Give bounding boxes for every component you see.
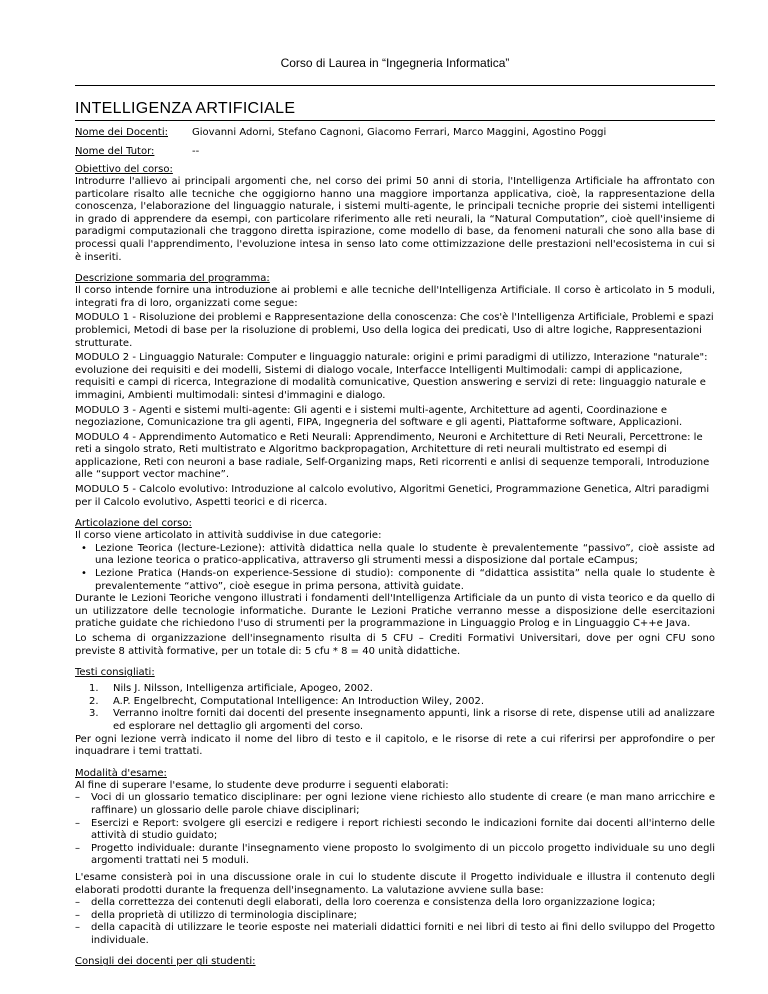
testi-note: Per ogni lezione verrà indicato il nome del libro di testo e il capitolo, e le risorse di rete a cui riferirsi per approfondire o per inquadrare i temi trattati. [75, 733, 715, 758]
docenti-label: Nome dei Docenti: [75, 127, 169, 138]
modulo-3: MODULO 3 - Agenti e sistemi multi-agente: Gli agenti e i sistemi multi-agente, Architetture ad agenti, Coordinazione e negoziazione, Comunicazione tra gli agenti, FIPA, Ingegneria del software e gli agenti, Piattaforme software, Applicazioni. [75, 404, 683, 429]
list-item [75, 843, 715, 868]
testi-list [75, 683, 715, 733]
list-item [75, 897, 715, 910]
title-rule [75, 120, 715, 121]
list-number: 3. [89, 708, 99, 720]
dash-marker: – [75, 897, 80, 909]
docenti-field [75, 126, 715, 140]
modulo-1: MODULO 1 - Risoluzione dei problemi e Rappresentazione della conoscenza: Che cos'è l'Intelligenza Artificiale, Problemi e spazi problemici, Metodi di base per la risoluzione di problemi, Uso della logica dei predicati, Uso di altre logiche, Rappresentazioni strutturate. [75, 312, 714, 349]
list-text: della capacità di utilizzare le teorie esposte nei materiali didattici forniti e nei libri di testo ai fini dello sviluppo del Progetto individuale. [91, 922, 715, 946]
list-item [75, 792, 715, 817]
list-item [75, 922, 715, 947]
modulo-2: MODULO 2 - Linguaggio Naturale: Computer e linguaggio naturale: origini e primi paradigmi di utilizzo, Interazione "naturale": evoluzione dei requisiti e dei modelli, Sistemi di dialogo vocale, Interfacce Intelligenti Multimodali: campi di applicazione, requisiti e campi di ricerca, Integrazione di modalità comunicative, Question answering e servizi di rete: linguaggio naturale e immagini, Ambienti multimodali: sintesi d'immagini e dialogo. [75, 352, 708, 401]
dash-marker: – [75, 842, 80, 854]
list-item [75, 708, 715, 733]
testi-heading: Testi consigliati: [75, 667, 155, 679]
programma-heading: Descrizione sommaria del programma: [75, 273, 270, 285]
dash-marker: – [75, 922, 80, 934]
modulo-5: MODULO 5 - Calcolo evolutivo: Introduzione al calcolo evolutivo, Algoritmi Genetici, Programmazione Genetica, Altri paradigmi per il Calcolo evolutivo, Aspetti teorici e di ricerca. [75, 484, 710, 508]
bullet-marker: • [81, 542, 87, 554]
list-item [75, 818, 715, 843]
programma-intro: Il corso intende fornire una introduzione ai problemi e alle tecniche dell'Intelligenza Artificiale. Il corso è articolato in 5 moduli, integrati fra di loro, organizzati come segue: [75, 285, 715, 309]
esame-heading: Modalità d'esame: [75, 767, 167, 779]
esame-intro: Al fine di superare l'esame, lo studente deve produrre i seguenti elaborati: [75, 779, 449, 791]
list-text: Voci di un glossario tematico disciplinare: per ogni lezione viene richiesto allo studente di creare (e man mano arricchire e raffinare) un glossario delle parole chiave disciplinari; [91, 792, 715, 816]
obiettivo-text: Introdurre l'allievo ai principali argomenti che, nel corso dei primi 50 anni di storia, l'Intelligenza Artificiale ha affrontato con particolare risalto alle tecniche che oggigiorno hanno una maggiore importanza applicativa, cioè, la rappresentazione della conoscenza, l'elaborazione del linguaggio naturale, i sistemi multi-agente, le principali tecniche proprie dei sistemi intelligenti in grado di apprendere da esempi, con particolare riferimento alle reti neurali, la “Natural Computation”, cioè quell'insieme di paradigmi computazionali che traggono diretta ispirazione, come modello di base, da fenomeni naturali che sono alla base di processi quali l'apprendimento, l'evoluzione intesa in senso lato come ottimizzazione delle prestazioni nell'ecosistema in cui si è inseriti. [75, 176, 715, 263]
header-rule [75, 85, 715, 86]
modulo-4: MODULO 4 - Apprendimento Automatico e Reti Neurali: Apprendimento, Neuroni e Architetture di Reti Neurali, Percettrone: le reti a singolo strato, Reti multistrato e Algoritmo backpropagation, Architetture di reti neurali multistrato ed esempi di applicazione, Reti con neuroni a base radiale, Self-Organizing maps, Reti ricorrenti e anlisi di sequenze temporali, Introduzione alle “support vector machine”. [75, 431, 710, 481]
tutor-value: -- [192, 146, 200, 157]
bullet-text: Lezione Pratica (Hands-on experience-Sessione di studio): componente di “didattica assistita” nella quale lo studente è prevalentemente “attivo”, cioè esegue in prima persona, attività guidate. [95, 568, 715, 592]
list-text: Nils J. Nilsson, Intelligenza artificiale, Apogeo, 2002. [113, 683, 373, 695]
articolazione-heading: Articolazione del corso: [75, 518, 192, 530]
tutor-field [75, 145, 715, 159]
bullet-text: Lezione Teorica (lecture-Lezione): attività didattica nella quale lo studente è prevalentemente “passivo”, cioè assiste ad una lezione teorica o pratico-applicativa, attraverso gli strumenti messi a disposizione dal portale eCampus; [95, 542, 715, 567]
docenti-value: Giovanni Adorni, Stefano Cagnoni, Giacomo Ferrari, Marco Maggini, Agostino Poggi [192, 127, 607, 138]
list-text: Progetto individuale: durante l'insegnamento viene proposto lo svolgimento di un piccolo progetto individuale su uno degli argomenti trattati nei 5 moduli. [91, 842, 715, 867]
dash-marker: – [75, 792, 80, 804]
esame-p1: L'esame consisterà poi in una discussione orale in cui lo studente discute il Progetto individuale e illustra il contenuto degli elaborati prodotti durante la frequenza dell'insegnamento. La valutazione avviene sulla base: [75, 871, 715, 896]
list-text: Verranno inoltre forniti dai docenti del presente insegnamento appunti, link a risorse di rete, dispense utili ad analizzare ed esplorare nel dettaglio gli argomenti del corso. [113, 708, 715, 732]
tutor-label: Nome del Tutor: [75, 146, 155, 157]
articolazione-intro: Il corso viene articolato in attività suddivise in due categorie: [75, 530, 382, 542]
articolazione-p1: Durante le Lezioni Teoriche vengono illustrati i fondamenti dell'Intelligenza Artificiale da un punto di vista teorico e da quello di un utilizzatore delle tecnologie informatiche. Durante le Lezioni Pratiche verranno messe a disposizione delle esercitazioni pratiche guidate che richiedono l'uso di strumenti per la programmazione in Linguaggio Prolog e in Linguaggio C++e Java. [75, 593, 715, 630]
page-header: Corso di Laurea in “Ingegneria Informatica” [280, 56, 510, 70]
obiettivo-heading: Obiettivo del corso: [75, 164, 173, 175]
list-item [75, 543, 715, 568]
list-item [75, 568, 715, 593]
list-number: 1. [89, 683, 99, 695]
document-page [75, 0, 715, 968]
list-item [75, 910, 715, 923]
list-text: Esercizi e Report: svolgere gli esercizi e redigere i report richiesti secondo le indicazioni fornite dai docenti all'interno delle attività di studio guidato; [91, 817, 715, 842]
list-text: A.P. Engelbrecht, Computational Intelligence: An Introduction Wiley, 2002. [113, 695, 485, 707]
course-title: INTELLIGENZA ARTIFICIALE [75, 100, 296, 117]
list-text: della proprietà di utilizzo di terminologia disciplinare; [91, 909, 358, 921]
articolazione-p2: Lo schema di organizzazione dell'insegnamento risulta di 5 CFU – Crediti Formativi Universitari, dove per ogni CFU sono previste 8 attività formative, per un totale di: 5 cfu * 8 = 40 unità didattiche. [75, 633, 715, 657]
list-text: della correttezza dei contenuti degli elaborati, della loro coerenza e consistenza della loro organizzazione logica; [91, 897, 656, 909]
bullet-marker: • [81, 568, 87, 580]
dash-marker: – [75, 909, 80, 921]
consigli-heading: Consigli dei docenti per gli studenti: [75, 956, 256, 968]
list-item [75, 683, 715, 696]
list-number: 2. [89, 695, 99, 707]
list-item [75, 696, 715, 709]
dash-marker: – [75, 817, 80, 829]
